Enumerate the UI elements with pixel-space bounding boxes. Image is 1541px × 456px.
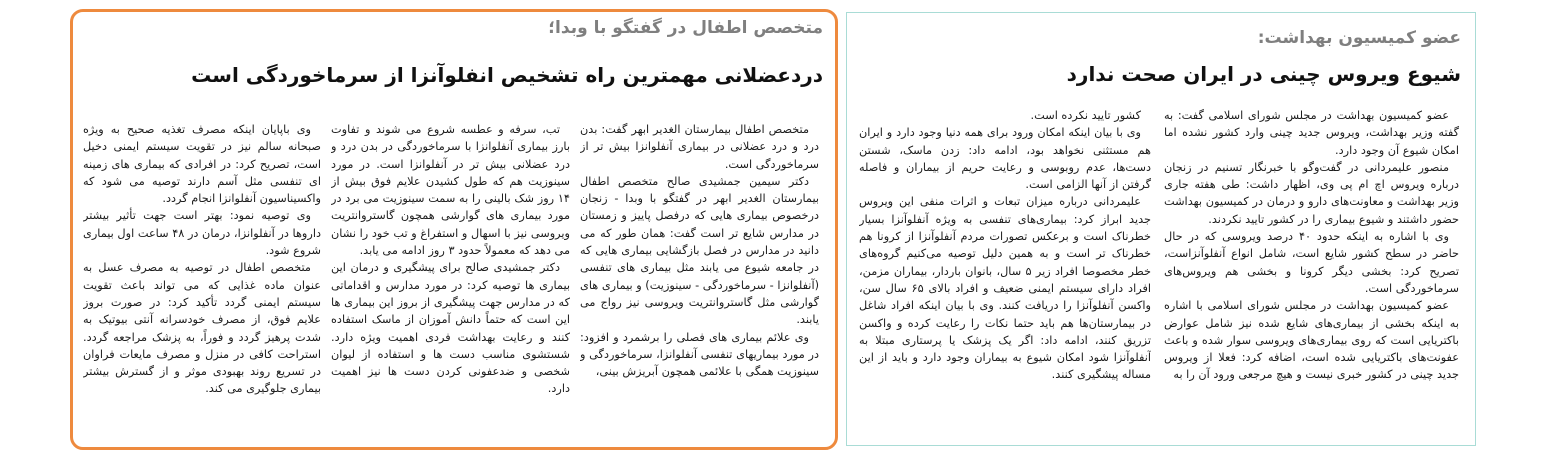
- paragraph: وی با اشاره به اینکه حدود ۴۰ درصد ویروسی که در حال حاضر در سطح کشور شایع است، شامل انواع آنفلوآنزاست، تصریح کرد: بخشی دیگر کرونا و بخشی هم ویروس‌های سرماخوردگی است.: [1164, 230, 1459, 295]
- article-box-health-commission: [846, 12, 1476, 446]
- paragraph: عضو کمیسیون بهداشت در مجلس شورای اسلامی با اشاره به اینکه بخشی از بیماری‌های شایع شده نیز شامل عوارض باکتریایی است که روی بیماری‌های ویروسی سوار شده و باعث عفونت‌های باکتریایی شده است، اضافه کرد: فعلا از ویروس جدید چینی در کشور خبری نیست و هیچ مرجعی ورود آن را به: [1164, 299, 1459, 382]
- article-column-2: [859, 107, 1151, 443]
- paragraph: وی با بیان اینکه امکان ورود برای همه دنیا وجود دارد و ایران هم مستثنی نخواهد بود، ادامه داد: زدن ماسک، شستن دست‌ها، عدم روبوسی و رعایت حریم از بیماران و فاصله گرفتن از آنها الزامی است.: [859, 126, 1151, 192]
- paragraph: وی علائم بیماری های فصلی را برشمرد و افزود: در مورد بیماریهای تنفسی آنفلوانزا، سرماخوردگی و سینوزیت همگی با علائمی همچون آبریزش بینی،: [580, 330, 819, 379]
- article-headline: دردعضلانی مهمترین راه تشخیص انفلوآنزا از سرماخوردگی است: [191, 63, 823, 87]
- paragraph: عضو کمیسیون بهداشت در مجلس شورای اسلامی گفت: به گفته وزیر بهداشت، ویروس جدید چینی وارد کشور نشده اما امکان شیوع آن وجود دارد.: [1164, 109, 1459, 157]
- paragraph: علیمردانی درباره میزان تبعات و اثرات منفی این ویروس جدید ابراز کرد: بیماری‌های تنفسی به ویژه آنفلوآنزا بسیار خطرناک است و برعکس تصورات مردم آنفلوآنزا از کرونا هم خطرناک تر است و به همین دلیل توصیه می‌کنیم گروه‌های خطر مخصوصا افراد زیر ۵ سال، بانوان باردار، بیماران مزمن، افراد دارای سیستم ایمنی ضعیف و افراد بالای ۶۵ سال سن، واکسن آنفلوآنزا را دریافت کنند. وی با بیان اینکه افراد شاغل در بیمارستان‌ها هم باید حتما نکات را رعایت کرده و واکسن تزریق کنند، ادامه داد: اگر یک پزشک یا پرستاری مبتلا به آنفلوآنزا شود امکان شیوع به بیماران وجود دارد و باید از این مساله پیشگیری کنند.: [859, 195, 1151, 382]
- article-box-pediatrician: [70, 9, 838, 450]
- article-kicker: عضو کمیسیون بهداشت:: [1257, 28, 1461, 48]
- article-column-2: [331, 121, 570, 449]
- paragraph: وی باپایان اینکه مصرف تغذیه صحیح به ویژه صبحانه سالم نیز در تقویت سیستم ایمنی دخیل است، تصریح کرد: در افرادی که بیماری های زمینه ای تنفسی مثل آسم دارند توصیه می شود که واکسیناسیون آنفلوانزا انجام گردد.: [83, 123, 321, 206]
- paragraph: متخصص اطفال در توصیه به مصرف عسل به عنوان ماده غذایی که می تواند باعث تقویت سیستم ایمنی گردد تأکید کرد: در صورت بروز علایم فوق، از مصرف خودسرانه آنتی بیوتیک به شدت پرهیز گردد و فوراً، به پزشک مراجعه گردد. استراحت کافی در منزل و مصرف مایعات فراوان در تسریع روند بهبودی موثر و از گسترش بیشتر بیماری جلوگیری می کند.: [83, 261, 321, 396]
- article-column-3: [83, 121, 321, 449]
- paragraph: دکتر جمشیدی صالح برای پیشگیری و درمان این بیماری ها توصیه کرد: در مورد مدارس و اقداماتی که در مدارس جهت پیشگیری از بروز این بیماری ها این است که حتماً دانش آموزان از ماسک استفاده کنند و رعایت بهداشت فردی اهمیت ویژه دارد. شستشوی مناسب دست ها و استفاده از لیوان شخصی و ضدعفونی کردن دست ها نیز اهمیت دارد.: [331, 261, 570, 396]
- paragraph: تب، سرفه و عطسه شروع می شوند و تفاوت بارز بیماری آنفلوانزا با سرماخوردگی در بدن درد و درد عضلانی بیش تر در آنفلوانزا است. در مورد سینوزیت هم که طول کشیدن علایم فوق بیش از ۱۴ روز شک بالینی را به سمت سینوزیت می برد در مورد بیماری های گوارشی همچون گاستروانتریت ویروسی نیز با اسهال و استفراغ و تب خود را نشان می دهد که معمولاً حدود ۳ روز ادامه می یابد.: [331, 123, 570, 258]
- article-column-1: [580, 121, 819, 449]
- paragraph: متخصص اطفال بیمارستان الغدیر ابهر گفت: بدن درد و درد عضلانی در بیماری آنفلوانزا بیش تر از سرماخوردگی است.: [580, 123, 819, 171]
- paragraph: وی توصیه نمود: بهتر است جهت تأثیر بیشتر داروها در آنفلوانزا، درمان در ۴۸ ساعت اول بیماری شروع شود.: [83, 209, 321, 258]
- paragraph: کشور تایید نکرده است.: [1030, 109, 1141, 122]
- article-headline: شیوع ویروس چینی در ایران صحت ندارد: [1066, 62, 1461, 86]
- paragraph: منصور علیمردانی در گفت‌وگو با خبرنگار تسنیم در زنجان درباره ویروس اچ ام پی وی، اظهار داشت: طی هفته جاری وزیر بهداشت و معاونت‌های دارو و درمان در کمیسیون بهداشت حضور داشتند و شیوع بیماری را در کشور تایید نکردند.: [1164, 160, 1459, 226]
- article-kicker: متخصص اطفال در گفتگو با وبدا؛: [548, 18, 823, 38]
- paragraph: دکتر سیمین جمشیدی صالح متخصص اطفال بیمارستان الغدیر ابهر در گفتگو با وبدا - زنجان درخصوص بیماری هایی که درفصل پاییز و زمستان در مدارس شایع تر است گفت: همان طور که می دانید در مدارس در فصل بازگشایی بیماری هایی که در جامعه شیوع می یابند مثل بیماری های تنفسی (آنفلوانزا - سرماخوردگی - سینوزیت) و بیماری های گوارشی مثل گاستروانتریت ویروسی نیز رواج می یابند.: [580, 174, 819, 327]
- article-column-1: [1164, 107, 1459, 443]
